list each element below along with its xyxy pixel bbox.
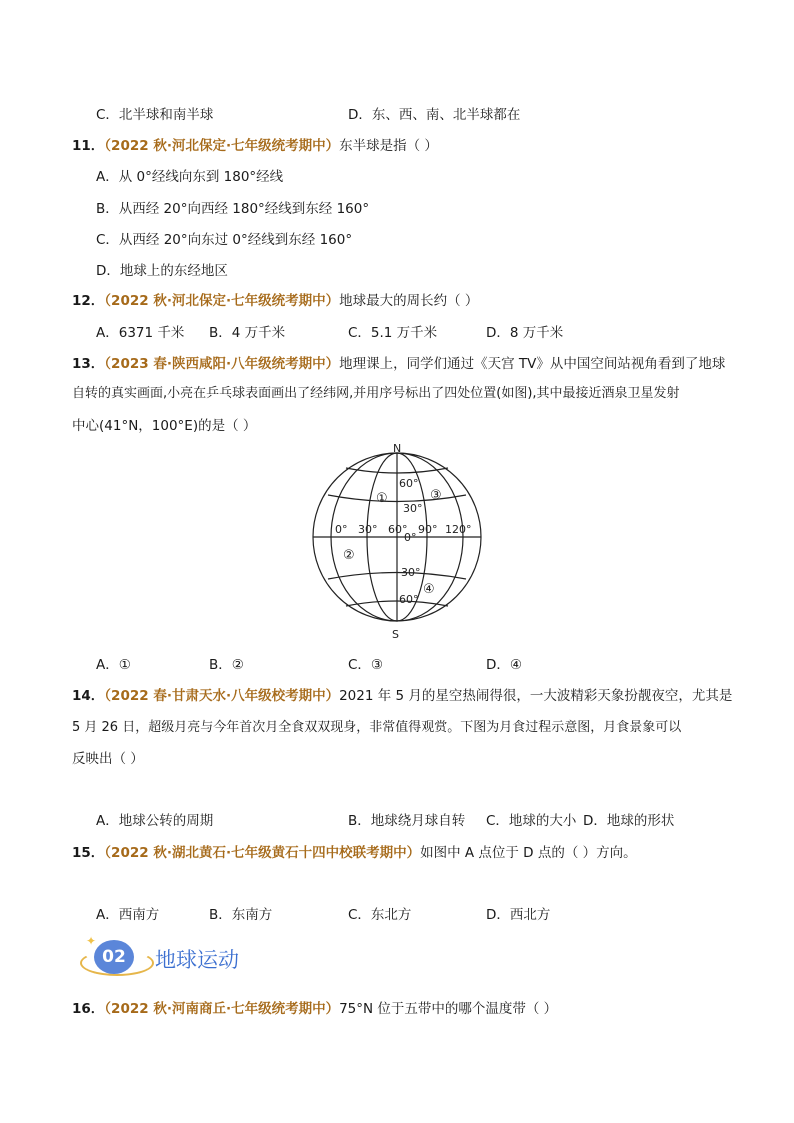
- q12-option-b: B．4 万千米: [209, 325, 286, 341]
- q16-stem: [72, 997, 557, 1017]
- q13-stem-line2: 自转的真实画面,小亮在乒乓球表面画出了经纬网,并用序号标出了四处位置(如图),其中最接近酒泉卫星发射: [72, 386, 680, 401]
- q14-stem-line3: 反映出（ ）: [72, 751, 144, 767]
- q11-option-a: A．从 0°经线向东到 180°经线: [96, 169, 284, 185]
- point-2: ②: [343, 548, 355, 563]
- q15-option-a: A．西南方: [96, 907, 160, 923]
- q14-option-a: A．地球公转的周期: [96, 813, 214, 829]
- question-source: （2022 秋·河北保定·七年级统考期中）: [104, 293, 340, 309]
- question-text: 地理课上，同学们通过《天宫 TV》从中国空间站视角看到了地球: [339, 356, 726, 372]
- point-4: ④: [423, 582, 435, 597]
- q12-stem: [72, 289, 478, 309]
- q12-option-c: C．5.1 万千米: [348, 325, 438, 341]
- q15-option-c: C．东北方: [348, 907, 412, 923]
- lon-label-30: 30°: [358, 523, 378, 536]
- q13-option-d: D．④: [486, 657, 522, 673]
- lon-label-90: 90°: [418, 523, 438, 536]
- question-number: 12．: [72, 293, 105, 309]
- north-label: N: [393, 442, 402, 455]
- point-1: ①: [376, 491, 388, 506]
- section-title: 地球运动: [155, 948, 239, 972]
- q14-option-c: C．地球的大小: [486, 813, 577, 829]
- q11-stem: [72, 134, 438, 154]
- question-number: 14．: [72, 688, 105, 704]
- question-source: （2022 秋·湖北黄石·七年级黄石十四中校联考期中）: [104, 845, 421, 861]
- question-text: 如图中 A 点位于 D 点的（ ）方向。: [420, 845, 637, 861]
- lat-label-30n: 30°: [403, 502, 423, 515]
- q15-stem: [72, 841, 637, 861]
- q12-option-d: D．8 万千米: [486, 325, 564, 341]
- question-source: （2022 秋·河南商丘·七年级统考期中）: [104, 1001, 340, 1017]
- south-label: S: [392, 628, 399, 640]
- lon-label-60: 60°: [388, 523, 408, 536]
- section-number-badge: 02: [94, 940, 134, 974]
- q14-stem-line1: [72, 684, 732, 704]
- q14-option-b: B．地球绕月球自转: [348, 813, 466, 829]
- q13-stem-line1: [72, 352, 725, 372]
- question-number: 13．: [72, 356, 105, 372]
- graticule-globe-figure: [300, 440, 500, 640]
- q11-option-b: B．从西经 20°向西经 180°经线到东经 160°: [96, 201, 370, 217]
- question-source: （2023 春·陕西咸阳·八年级统考期中）: [104, 356, 340, 372]
- q13-stem-line3: 中心(41°N，100°E)的是（ ）: [72, 418, 257, 434]
- question-text: 75°N 位于五带中的哪个温度带（ ）: [339, 1001, 558, 1017]
- question-source: （2022 春·甘肃天水·八年级校考期中）: [104, 688, 340, 704]
- q14-stem-line2: 5 月 26 日，超级月亮与今年首次月全食双双现身，非常值得观赏。下图为月食过程示意图，月食景象可以: [72, 720, 682, 735]
- q11-option-c: C．从西经 20°向东过 0°经线到东经 160°: [96, 232, 353, 248]
- question-source: （2022 秋·河北保定·七年级统考期中）: [104, 138, 340, 154]
- question-text: 地球最大的周长约（ ）: [339, 293, 479, 309]
- q13-option-c: C．③: [348, 657, 384, 673]
- q14-option-d: D．地球的形状: [583, 813, 675, 829]
- q12-option-a: A．6371 千米: [96, 325, 185, 341]
- question-text: 东半球是指（ ）: [339, 138, 438, 154]
- sparkle-icon: ✦: [86, 934, 97, 948]
- question-text: 2021 年 5 月的星空热闹得很，一大波精彩天象扮靓夜空，尤其是: [339, 688, 733, 704]
- lon-label-120: 120°: [445, 523, 472, 536]
- lat-label-30s: 30°: [401, 566, 421, 579]
- q13-option-b: B．②: [209, 657, 244, 673]
- q10-option-c: C．北半球和南半球: [96, 107, 214, 123]
- q13-option-a: A．①: [96, 657, 131, 673]
- q11-option-d: D．地球上的东经地区: [96, 263, 228, 279]
- lat-label-60s: 60°: [399, 593, 419, 606]
- question-number: 11．: [72, 138, 105, 154]
- q15-option-d: D．西北方: [486, 907, 551, 923]
- q10-option-d: D．东、西、南、北半球都在: [348, 107, 521, 123]
- lon-label-0: 0°: [335, 523, 348, 536]
- question-number: 16．: [72, 1001, 105, 1017]
- lat-label-0: 0°: [404, 531, 417, 544]
- q15-option-b: B．东南方: [209, 907, 273, 923]
- point-3: ③: [430, 488, 442, 503]
- question-number: 15．: [72, 845, 105, 861]
- lat-label-60n: 60°: [399, 477, 419, 490]
